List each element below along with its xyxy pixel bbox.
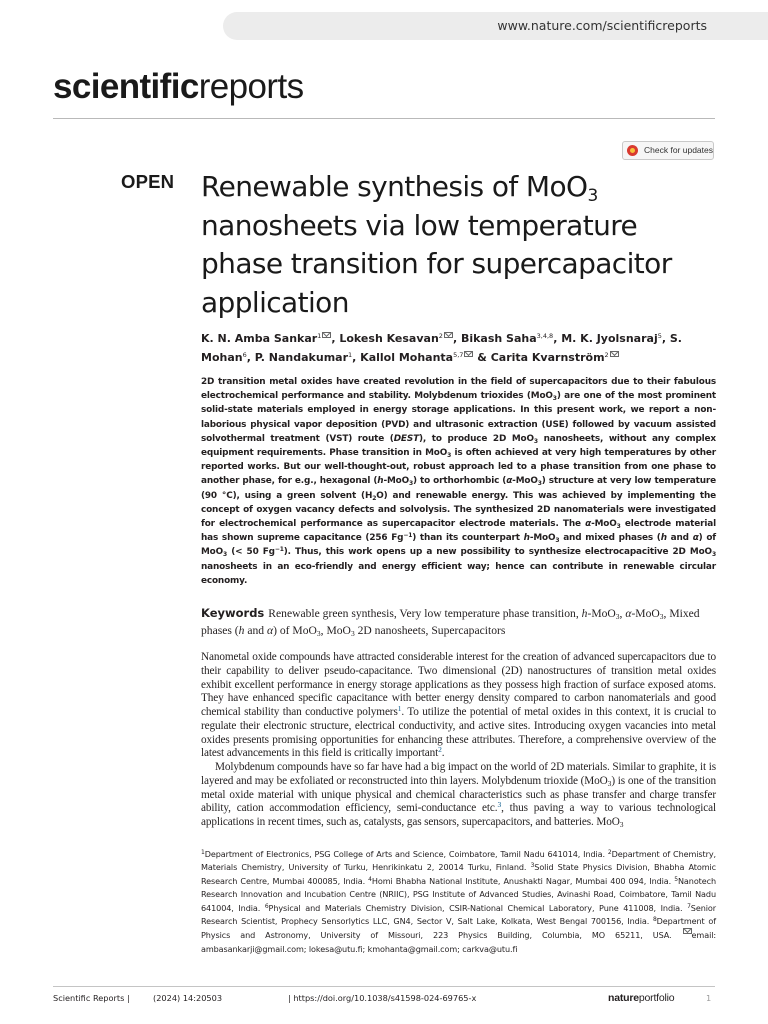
author-name[interactable]: M. K. Jyolsnaraj$^5$: [561, 332, 662, 345]
page-number: 1: [706, 993, 712, 1003]
keywords-label: Keywords: [201, 606, 265, 620]
page-footer: [53, 991, 715, 1005]
author-list: K. N. Amba Sankar$^1$ , Lokesh Kesavan$^2$ , Bikash Saha$^{3,4,8}$, M. K. Jyolsnaraj$^5$, S. Mohan$^6$, P. Nandakumar$^1$, Kallol Mohanta$^{5,7}$ & Carita Kvarnström$^2$: [201, 332, 682, 364]
abstract: 2D transition metal oxides have created revolution in the field of supercapacitors due to their fabulous electrochemical performance and stability. Molybdenum trioxides (MoO$_3$) are one of the most prominent solid-state materials employed in energy storage applications. In this present work, we report a non-laborious physical vapor deposition (PVD) and ultrasonic extraction (USE) followed by vacuum assisted solvothermal treatment (VST) route (DEST), to produce 2D MoO$_3$ nanosheets, without any complex equipment requirements. Phase transition in MoO$_3$ is often achieved at very high temperatures by other reported works. But our well-thought-out, robust approach led to a phase transition from one phase to another phase, for e.g., hexagonal (h-MoO$_3$) to orthorhombic (α-MoO$_3$) structure at very low temperature (90 °C), using a green solvent $(H_2O)$ and renewable energy. This was achieved by implementing the concept of oxygen vacancy defects and solvolysis. The synthesized 2D nanomaterials were investigated for electrochemical performance as supercapacitor electrode materials. The α-MoO$_3$ electrode material has shown supreme capacitance (256 $Fg^{-1}$) than its counterpart h-MoO$_3$ and mixed phases (h and α) of MoO$_3$ (< 50 $Fg^{-1}$). Thus, this work opens up a new possibility to synthesize electrocapacitive 2D MoO$_3$ nanosheets in an eco-friendly and energy efficient way; hence can contribute in renewable circular economy.: [201, 377, 717, 586]
affiliation-marker: 1: [317, 332, 322, 340]
body-text: [201, 651, 716, 830]
author-name[interactable]: Lokesh Kesavan$^2$: [339, 332, 453, 345]
body-paragraph: Nanometal oxide compounds have attracted considerable interest for the creation of advanced supercapacitors due to their capability to deliver pseudo-capacitance. Two dimensional (2D) nanostructures of transition metal oxides exhibit excellent performance in energy storage applications as they possess high fraction of surface exposed atoms. They have enhanced specific capacitance with better energy density compared to carbon nanomaterials and good chemical stability than conductive polymers$^1$. To utilize the potential of metal oxides in this context, it is crucial to regulate their electronic structure, electrical conductivity, and active sites. Introducing oxygen vacancies into metal oxides presents promising opportunities for enhancing these attributes. Therefore, a comprehensive overview of the latest advancements in this field is critically important$^2$.: [201, 651, 716, 760]
citation-link[interactable]: 2: [438, 745, 442, 755]
article-title: Renewable synthesis of MoO$_3$ nanosheets via low temperature phase transition for supercapacitor application: [201, 170, 672, 319]
affiliation-marker: 6: [242, 350, 247, 359]
email-icon[interactable]: [464, 351, 473, 357]
affiliation-entry: Senior Research Scientist, Prophecy Sensorlytics LLC, GN4, Sector V, Salt Lake, Kolkata, West Bengal 700156, India.: [201, 902, 716, 927]
affiliation-entry: Department of Chemistry, Materials Chemistry, University of Turku, Henrikinkatu 2, 20014 Turku, Finland.: [201, 849, 716, 873]
affiliation-entry: Solid State Physics Division, Bhabha Atomic Research Centre, Mumbai 400085, India.: [201, 862, 716, 886]
journal-logo[interactable]: [53, 66, 303, 108]
author-name[interactable]: S. Mohan$^6$: [201, 332, 682, 364]
check-for-updates-button[interactable]: [622, 141, 714, 160]
affiliation-entry: Department of Electronics, PSG College of Arts and Science, Coimbatore, Tamil Nadu 641014, India.: [204, 849, 608, 859]
affiliation-marker: 2: [604, 350, 609, 359]
author-name[interactable]: K. N. Amba Sankar$^1$: [201, 332, 331, 345]
body-paragraph: Molybdenum compounds have so far have had a big impact on the world of 2D materials. Similar to graphite, it is layered and may be exfoliated or reconstructed into thin layers. Molybdenum trioxide (MoO$_3$) is one of the transition metal oxide material with unique physical and chemical characteristics such as phase transfer and charge transfer ability, cation accommodation efficiency, semi-conductance etc.$^3$, thus paving a way to various technological applications in recent times, such as, catalysts, gas sensors, supercapacitors, and batteries. MoO$_3$: [201, 761, 716, 829]
footer-rule: [53, 986, 715, 987]
footer-journal: Scientific Reports |: [53, 993, 130, 1003]
affiliation-entry: Physical and Materials Chemistry Division, CSIR-National Chemical Laboratory, Pune 411008, India.: [268, 902, 688, 913]
email-icon: [683, 928, 692, 934]
affiliation-marker: 1: [348, 350, 353, 359]
affiliation-entry: Homi Bhabha National Institute, Anushakti Nagar, Mumbai 400 094, India.: [371, 875, 675, 886]
email-icon[interactable]: [322, 332, 331, 338]
affiliation-marker: 5: [657, 332, 662, 340]
author-name[interactable]: P. Nandakumar$^1$: [254, 350, 353, 364]
affiliations: $^1$Department of Electronics, PSG College of Arts and Science, Coimbatore, Tamil Nadu 641014, India. $^2$Department of Chemistry, Materials Chemistry, University of Turku, Henrikinkatu 2, 20014 Turku, Finland. $^3$Solid State Physics Division, Bhabha Atomic Research Centre, Mumbai 400085, India. $^4$Homi Bhabha National Institute, Anushakti Nagar, Mumbai 400 094, India. $^5$Nanotech Research Innovation and Incubation Centre (NRIIC), PSG Institute of Advanced Studies, Avinashi Road, Coimbatore, Tamil Nadu 641004, India. $^6$Physical and Materials Chemistry Division, CSIR-National Chemical Laboratory, Pune 411008, India. $^7$Senior Research Scientist, Prophecy Sensorlytics LLC, GN4, Sector V, Salt Lake, Kolkata, West Bengal 700156, India. $^8$Department of Physics and Astronomy, University of Missouri, 223 Physics Building, Columbia, MO 65211, USA. email: ambasankarji@gmail.com; lokesa@utu.fi; kmohanta@gmail.com; carkva@utu.fi: [201, 849, 716, 954]
email-icon[interactable]: [610, 351, 619, 357]
journal-name-light: reports: [198, 67, 304, 106]
citation-link[interactable]: 3: [497, 800, 502, 810]
author-name[interactable]: Kallol Mohanta$^{5,7}$: [360, 351, 473, 364]
affiliation-marker: 5,7: [453, 350, 464, 359]
open-access-label: OPEN: [121, 171, 175, 192]
check-for-updates-label: Check for updates: [644, 145, 713, 155]
header-rule: [53, 118, 715, 119]
author-name[interactable]: Carita Kvarnström$^2$: [491, 351, 619, 364]
affiliation-marker: 2: [438, 332, 443, 340]
journal-name-bold: scientific: [53, 67, 199, 106]
affiliation-entry: Nanotech Research Innovation and Incubation Centre (NRIIC), PSG Institute of Advanced Studies, Avinashi Road, Coimbatore, Tamil Nadu 641004, India.: [201, 875, 716, 913]
footer-volume: (2024) 14:20503: [153, 993, 223, 1003]
keywords: Keywords Renewable green synthesis, Very low temperature phase transition, h-MoO$_3$, α-MoO$_3$, Mixed phases (h and α) of MoO$_3$, MoO$_3$ 2D nanosheets, Supercapacitors: [201, 606, 700, 638]
doi-link[interactable]: | https://doi.org/10.1038/s41598-024-69765-x: [288, 993, 477, 1003]
citation-link[interactable]: 1: [397, 704, 402, 713]
affiliation-entry: Department of Physics and Astronomy, University of Missouri, 223 Physics Building, Columbia, MO 65211, USA.: [201, 916, 716, 941]
publisher-logo: natureportfolio: [608, 992, 675, 1004]
email-icon[interactable]: [444, 332, 453, 338]
crossmark-icon: [627, 145, 638, 156]
author-name[interactable]: Bikash Saha$^{3,4,8}$: [460, 332, 554, 345]
affiliation-marker: 3,4,8: [536, 332, 554, 340]
site-url[interactable]: www.nature.com/scientificreports: [223, 12, 768, 40]
email-addresses[interactable]: email: ambasankarji@gmail.com; lokesa@utu.fi; kmohanta@gmail.com; carkva@utu.fi: [201, 930, 716, 954]
